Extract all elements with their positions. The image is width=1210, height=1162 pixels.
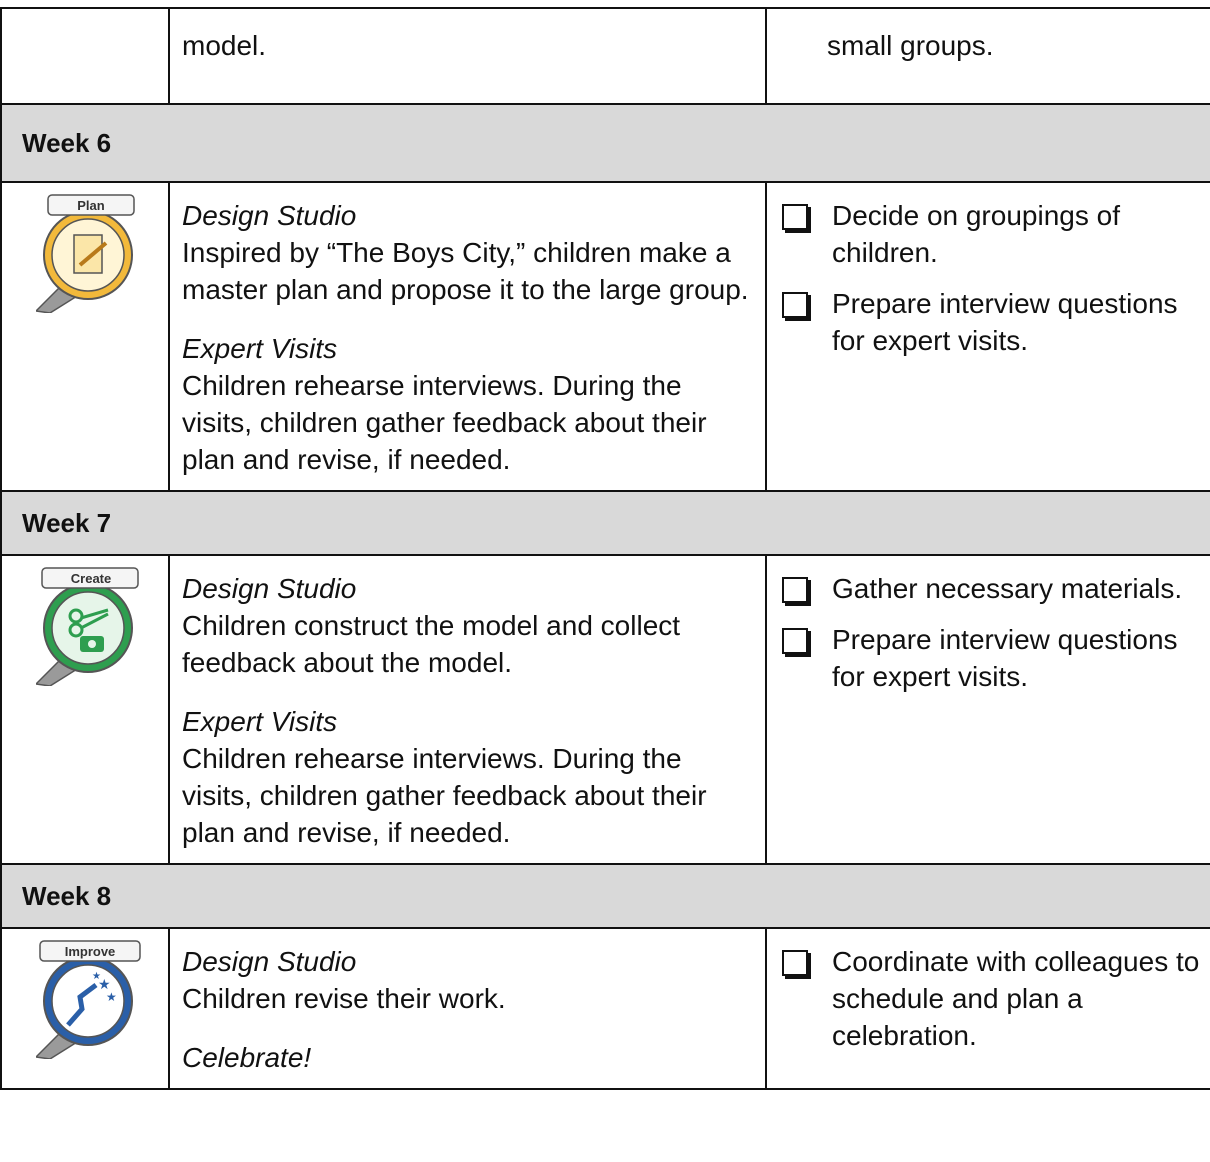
week-header-row — [1, 104, 1210, 182]
todo-list — [779, 943, 1210, 1054]
checkbox-icon[interactable] — [782, 628, 808, 654]
todo-item — [779, 570, 1210, 607]
activity-block — [182, 703, 753, 851]
activities-cell — [169, 182, 766, 491]
todo-cell — [766, 555, 1210, 864]
activities-cell — [169, 555, 766, 864]
svg-text:★: ★ — [98, 977, 111, 993]
todo-list — [779, 197, 1210, 359]
plan-badge-icon — [36, 193, 146, 313]
badge-label: Plan — [77, 198, 105, 213]
todo-list — [779, 570, 1210, 695]
svg-text:★: ★ — [92, 971, 101, 982]
continued-row — [1, 8, 1210, 104]
week-label: Week 8 — [1, 864, 1210, 928]
week-content-row — [1, 555, 1210, 864]
checkbox-icon[interactable] — [782, 577, 808, 603]
todo-item — [779, 943, 1210, 1054]
todo-text: Decide on groupings of children. — [832, 200, 1120, 268]
activity-title: Design Studio — [182, 200, 357, 231]
curriculum-table — [0, 7, 1210, 1090]
activity-block — [182, 330, 753, 478]
activity-description: Children rehearse interviews. During the visits, children gather feedback about their plan and revise, if needed. — [182, 370, 707, 475]
todo-text: Gather necessary materials. — [832, 573, 1183, 604]
week-label: Week 7 — [1, 491, 1210, 555]
activity-title: Design Studio — [182, 946, 357, 977]
icon-cell-empty — [1, 8, 169, 104]
svg-text:★: ★ — [106, 990, 117, 1004]
todo-text: Coordinate with colleagues to schedule and plan a celebration. — [832, 946, 1200, 1051]
icon-cell — [1, 555, 169, 864]
checkbox-icon[interactable] — [782, 950, 808, 976]
icon-cell — [1, 182, 169, 491]
activity-title: Expert Visits — [182, 706, 338, 737]
todo-cell — [766, 182, 1210, 491]
icon-cell — [1, 928, 169, 1089]
continued-activity: model. — [169, 8, 766, 104]
todo-item — [779, 621, 1210, 695]
week-content-row — [1, 928, 1210, 1089]
activity-block — [182, 1039, 753, 1076]
improve-badge-icon — [36, 939, 146, 1059]
todo-item — [779, 285, 1210, 359]
activity-title: Celebrate! — [182, 1042, 312, 1073]
todo-text: Prepare interview questions for expert visits. — [832, 288, 1178, 356]
activity-title: Expert Visits — [182, 333, 338, 364]
checkbox-icon[interactable] — [782, 204, 808, 230]
week-content-row — [1, 182, 1210, 491]
activity-description: Children rehearse interviews. During the visits, children gather feedback about their plan and revise, if needed. — [182, 743, 707, 848]
activity-description: Inspired by “The Boys City,” children make a master plan and propose it to the large group. — [182, 237, 749, 305]
continued-todo: small groups. — [766, 8, 1210, 104]
activity-description: Children construct the model and collect feedback about the model. — [182, 610, 681, 678]
activity-description: Children revise their work. — [182, 983, 506, 1014]
badge-label: Improve — [64, 944, 116, 959]
activity-block — [182, 943, 753, 1017]
badge-label: Create — [70, 571, 112, 586]
create-badge-icon — [36, 566, 146, 686]
week-label: Week 6 — [1, 104, 1210, 182]
week-header-row — [1, 491, 1210, 555]
activity-block — [182, 570, 753, 681]
todo-item — [779, 197, 1210, 271]
week-header-row — [1, 864, 1210, 928]
todo-text: Prepare interview questions for expert visits. — [832, 624, 1178, 692]
activity-title: Design Studio — [182, 573, 357, 604]
activity-block — [182, 197, 753, 308]
checkbox-icon[interactable] — [782, 292, 808, 318]
todo-cell — [766, 928, 1210, 1089]
activities-cell — [169, 928, 766, 1089]
